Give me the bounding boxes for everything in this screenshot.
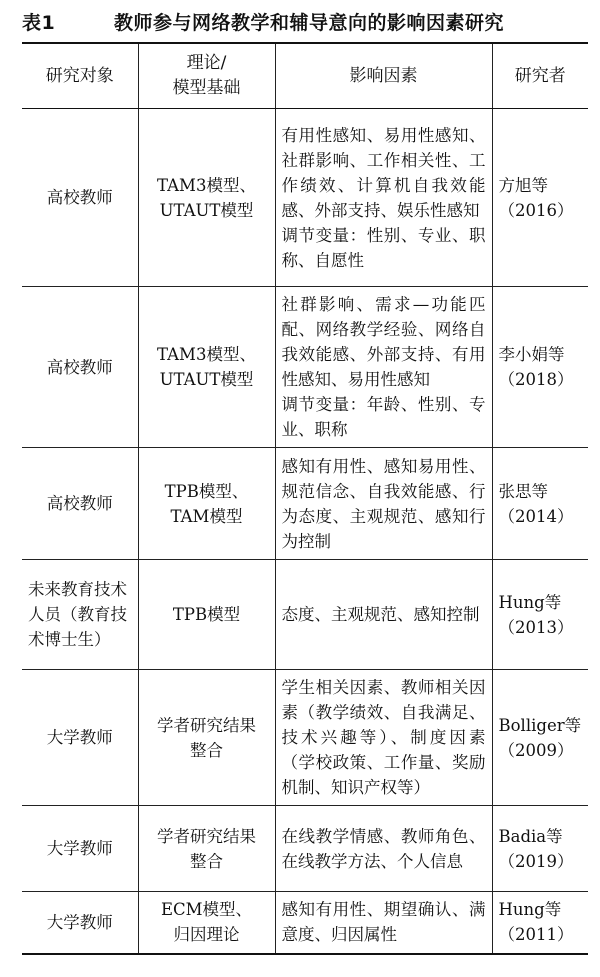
cell-factors: [275, 670, 492, 806]
cell-factors: [275, 448, 492, 560]
cell-theory: 学者研究结果整合: [138, 806, 275, 892]
table-row: [22, 670, 588, 806]
table-row: [22, 448, 588, 560]
cell-subject: 高校教师: [22, 109, 138, 287]
table-body: [22, 109, 588, 954]
header-row: [22, 43, 588, 109]
cell-theory: 学者研究结果整合: [138, 670, 275, 806]
cell-factors: [275, 109, 492, 287]
factors-text: 态度、主观规范、感知控制: [281, 605, 480, 624]
header-researcher: 研究者: [492, 43, 588, 109]
cell-theory: ECM模型、 归因理论: [138, 892, 275, 954]
cell-theory: TAM3模型、 UTAUT模型: [138, 109, 275, 287]
cell-subject: 未来教育技术人员（教育技术博士生）: [22, 560, 138, 670]
moderators-text: 调节变量：年龄、性别、专业、职称: [281, 395, 486, 439]
table-row: [22, 560, 588, 670]
cell-subject: 大学教师: [22, 892, 138, 954]
cell-theory: TPB模型: [138, 560, 275, 670]
cell-theory: TPB模型、 TAM模型: [138, 448, 275, 560]
table-row: [22, 892, 588, 954]
research-table: [22, 42, 588, 955]
factors-text: 感知有用性、感知易用性、规范信念、自我效能感、行为态度、主观规范、感知行为控制: [281, 456, 486, 551]
cell-factors: [275, 287, 492, 448]
cell-subject: 大学教师: [22, 806, 138, 892]
table-row: [22, 287, 588, 448]
cell-researcher: Badia等 （2019）: [492, 806, 588, 892]
cell-subject: 大学教师: [22, 670, 138, 806]
table-row: [22, 109, 588, 287]
cell-researcher: Hung等 （2011）: [492, 892, 588, 954]
cell-factors: [275, 892, 492, 954]
cell-researcher: Hung等 （2013）: [492, 560, 588, 670]
moderators-text: 调节变量：性别、专业、职称、自愿性: [281, 225, 486, 270]
factors-text: 学生相关因素、教师相关因素（教学绩效、自我满足、技术兴趣等）、制度因素（学校政策、工作量、奖励机制、知识产权等）: [281, 678, 486, 797]
cell-researcher: 李小娟等 （2018）: [492, 287, 588, 448]
cell-factors: [275, 806, 492, 892]
cell-researcher: 方旭等 （2016）: [492, 109, 588, 287]
table-number: 表1: [22, 11, 56, 34]
cell-theory: TAM3模型、 UTAUT模型: [138, 287, 275, 448]
cell-factors: [275, 560, 492, 670]
table-title: 教师参与网络教学和辅导意向的影响因素研究: [114, 11, 505, 34]
cell-researcher: 张思等 （2014）: [492, 448, 588, 560]
header-factors: 影响因素: [275, 43, 492, 109]
factors-text: 感知有用性、期望确认、满意度、归因属性: [281, 900, 486, 945]
factors-text: 社群影响、需求—功能匹配、网络教学经验、网络自我效能感、外部支持、有用性感知、易用性感知: [281, 295, 486, 389]
header-subject: 研究对象: [22, 43, 138, 109]
cell-subject: 高校教师: [22, 448, 138, 560]
table-caption: [22, 6, 504, 36]
table-row: [22, 806, 588, 892]
header-theory: 理论/ 模型基础: [138, 43, 275, 109]
factors-text: 有用性感知、易用性感知、社群影响、工作相关性、工作绩效、计算机自我效能感、外部支持、娱乐性感知: [281, 125, 486, 220]
factors-text: 在线教学情感、教师角色、在线教学方法、个人信息: [281, 826, 486, 871]
cell-researcher: Bolliger等 （2009）: [492, 670, 588, 806]
cell-subject: 高校教师: [22, 287, 138, 448]
